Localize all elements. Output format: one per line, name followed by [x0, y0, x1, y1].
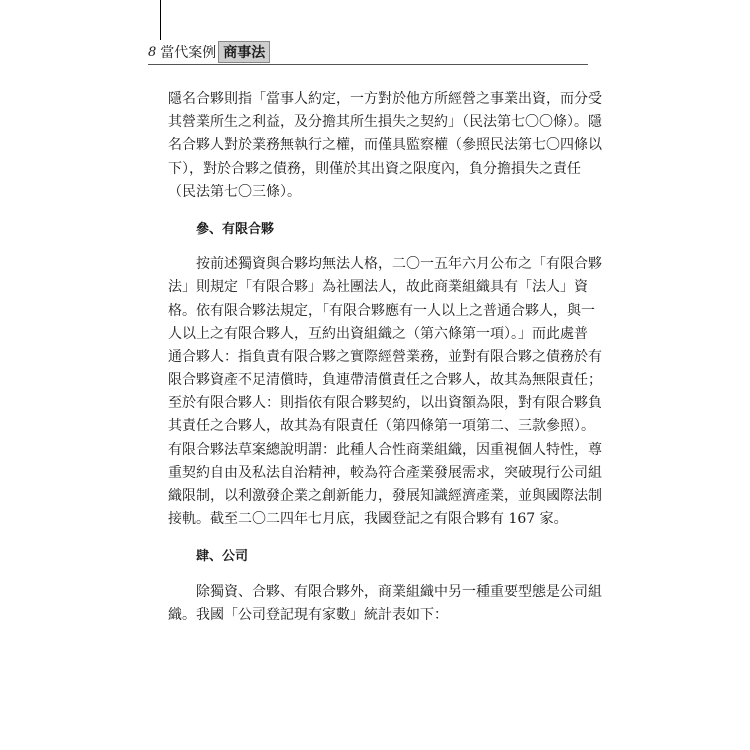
- running-header: [148, 40, 270, 64]
- text-line: 人以上之有限合夥人，互約出資組織之（第六條第一項）。」而此處普: [168, 325, 588, 342]
- text-line: 按前述獨資與合夥均無法人格，二〇一五年六月公布之「有限合夥: [168, 256, 602, 273]
- paragraph-silent-partnership: [168, 88, 602, 204]
- book-title: 當代案例: [160, 45, 217, 61]
- text-line: 織限制，以利激發企業之創新能力，發展知識經濟產業，並與國際法制: [168, 488, 602, 505]
- text-line: 重契約自由及私法自治精神，較為符合產業發展需求，突破現行公司組: [168, 464, 602, 481]
- text-line: 其責任之合夥人，故其為有限責任（第四條第一項第二、三款參照）。: [168, 418, 595, 435]
- paragraph-company: [168, 581, 602, 627]
- section-heading-company: 肆、公司: [196, 549, 249, 565]
- text-line: 名合夥人對於業務無執行之權，而僅具監察權（參照民法第七〇四條以: [168, 137, 602, 154]
- text-line: 通合夥人：指負責有限合夥之實際經營業務，並對有限合夥之債務於有: [168, 348, 602, 365]
- text-line: 有限合夥法草案總說明謂：此種人合性商業組織，因重視個人特性，尊: [168, 441, 602, 458]
- text-line: 格。依有限合夥法規定，「有限合夥應有一人以上之普通合夥人，與一: [168, 302, 595, 319]
- text-line: 除獨資、合夥、有限合夥外，商業組織中另一種重要型態是公司組: [168, 583, 602, 600]
- paragraph-limited-partnership: [168, 253, 602, 531]
- text-line: 其營業所生之利益，及分擔其所生損失之契約」（民法第七〇〇條）。隱: [168, 114, 602, 131]
- text-line: 法」則規定「有限合夥」為社團法人，故此商業組織具有「法人」資: [168, 279, 588, 296]
- text-line: 下），對於合夥之債務，則僅於其出資之限度內，負分擔損失之責任: [168, 160, 581, 177]
- text-line: 至於有限合夥人：則指依有限合夥契約，以出資額為限，對有限合夥負: [168, 395, 602, 412]
- header-rule: [148, 64, 588, 65]
- text-line: 隱名合夥則指「當事人約定，一方對於他方所經營之事業出資，而分受: [168, 91, 602, 107]
- text-line: 接軌。截至二〇二四年七月底，我國登記之有限合夥有 167 家。: [168, 511, 568, 528]
- book-subtitle: 商事法: [218, 41, 270, 63]
- page-body: [168, 88, 602, 627]
- text-line: （民法第七〇三條）。: [168, 183, 301, 200]
- top-vertical-rule: [160, 0, 161, 40]
- page-number: 8: [148, 44, 157, 60]
- text-line: 織。我國「公司登記現有家數」統計表如下：: [168, 606, 448, 623]
- section-heading-limited-partnership: 參、有限合夥: [196, 221, 275, 237]
- text-line: 限合夥資產不足清償時，負連帶清償責任之合夥人，故其為無限責任；: [168, 372, 602, 389]
